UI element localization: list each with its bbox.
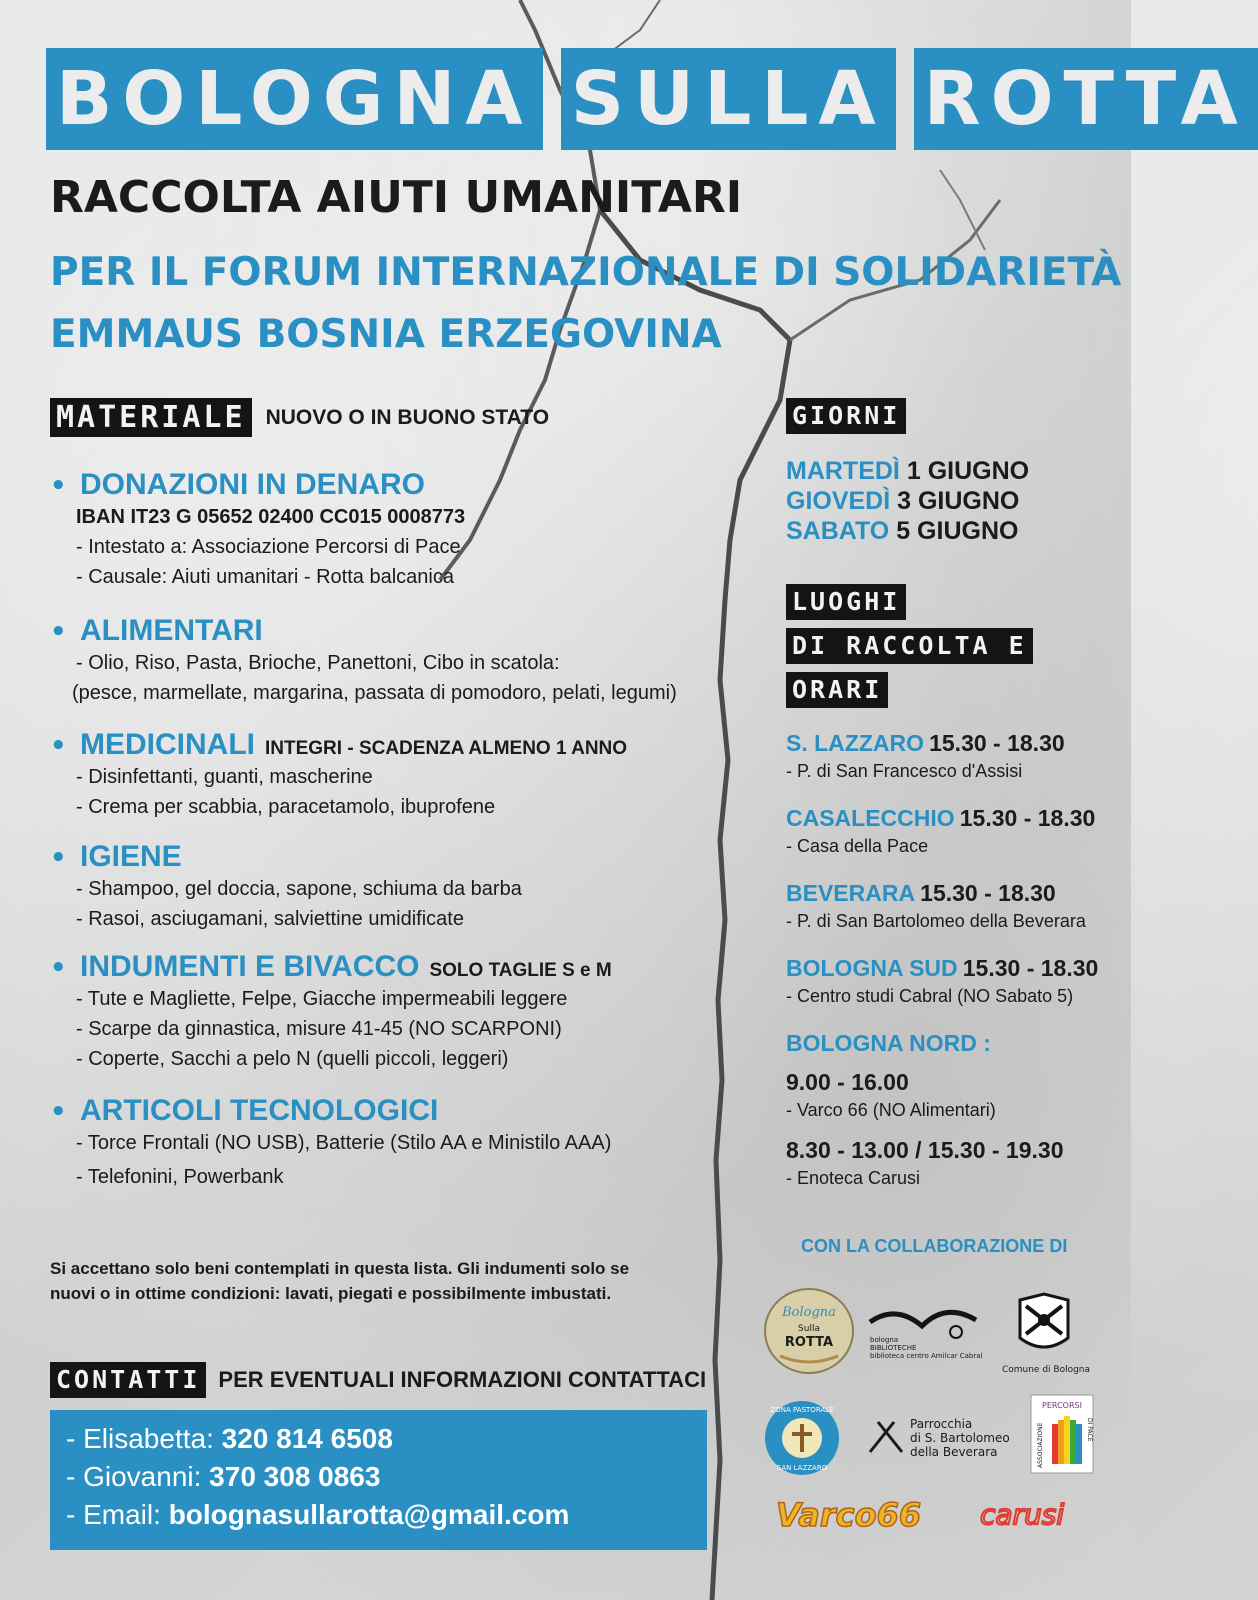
logo-text: carusi bbox=[980, 1498, 1065, 1531]
zona-pastorale-logo bbox=[762, 1398, 842, 1478]
category-line: - Scarpe da ginnastica, misure 41-45 (NO SCARPONI) bbox=[76, 1018, 562, 1040]
title-word-2: SULLA bbox=[561, 48, 896, 150]
bullet-icon: • bbox=[50, 617, 67, 647]
category-line: - Coperte, Sacchi a pelo N (quelli piccoli, leggeri) bbox=[76, 1048, 509, 1070]
logo-text: della Beverara bbox=[910, 1445, 998, 1459]
category-line: - Torce Frontali (NO USB), Batterie (Stilo AA e Ministilo AAA) bbox=[76, 1132, 612, 1154]
subline-forum: PER IL FORUM INTERNAZIONALE DI SOLIDARIETÀ bbox=[50, 250, 1122, 295]
contact-elisabetta bbox=[66, 1420, 707, 1458]
category-donazioni bbox=[50, 468, 465, 592]
category-line: - Shampoo, gel doccia, sapone, schiuma da barba bbox=[76, 878, 522, 900]
day-item: SABATO 5 GIUGNO bbox=[786, 517, 1019, 545]
place-bologna-sud: BOLOGNA SUD 15.30 - 18.30 - Centro studi Cabral (NO Sabato 5) bbox=[786, 955, 1099, 1006]
place-san-lazzaro: S. LAZZARO 15.30 - 18.30 - P. di San Francesco d'Assisi bbox=[786, 730, 1065, 781]
category-medicinali bbox=[50, 728, 627, 822]
logo-text: Varco66 bbox=[776, 1496, 922, 1534]
category-alimentari bbox=[50, 614, 677, 708]
contatti-header bbox=[50, 1362, 706, 1398]
category-line: - Disinfettanti, guanti, mascherine bbox=[76, 766, 373, 788]
varco66-logo bbox=[772, 1490, 922, 1536]
category-line: IBAN IT23 G 05652 02400 CC015 0008773 bbox=[76, 506, 466, 528]
category-line: - Olio, Riso, Pasta, Brioche, Panettoni, Cibo in scatola: bbox=[76, 652, 560, 674]
place-bologna-nord: BOLOGNA NORD : 9.00 - 16.00 - Varco 66 (NO Alimentari) 8.30 - 13.00 / 15.30 - 19.30 - Enoteca Carusi bbox=[786, 1030, 1064, 1188]
logo-text: ASSOCIAZIONE bbox=[1037, 1422, 1044, 1468]
carusi-logo bbox=[976, 1490, 1068, 1536]
category-line: - Causale: Aiuti umanitari - Rotta balcanica bbox=[76, 566, 454, 588]
contact-box bbox=[50, 1410, 707, 1550]
contact-phone[interactable]: 370 308 0863 bbox=[209, 1461, 381, 1492]
logo-text: Bologna bbox=[782, 1305, 836, 1320]
bullet-icon: • bbox=[50, 731, 67, 761]
category-line: - Tute e Magliette, Felpe, Giacche impermeabili leggere bbox=[76, 988, 568, 1010]
logo-text: Sulla bbox=[798, 1324, 820, 1334]
place-beverara: BEVERARA 15.30 - 18.30 - P. di San Bartolomeo della Beverara bbox=[786, 880, 1086, 931]
logo-text: bologna bbox=[870, 1336, 899, 1344]
contact-label: - Elisabetta: bbox=[66, 1423, 222, 1454]
logo-text: ZONA PASTORALE bbox=[770, 1406, 834, 1414]
category-title: IGIENE bbox=[80, 840, 182, 873]
category-line: - Telefonini, Powerbank bbox=[76, 1166, 284, 1188]
giorni-header bbox=[786, 398, 906, 434]
title-word-1: BOLOGNA bbox=[46, 48, 543, 150]
contact-email bbox=[66, 1496, 707, 1534]
biblioteche-logo bbox=[866, 1306, 982, 1366]
category-line: - Rasoi, asciugamani, salviettine umidificate bbox=[76, 908, 464, 930]
category-tecnologici bbox=[50, 1094, 611, 1192]
contact-label: - Email: bbox=[66, 1499, 169, 1530]
contatti-stamp: CONTATTI bbox=[50, 1362, 206, 1398]
luoghi-header bbox=[786, 584, 1033, 708]
materiale-header bbox=[50, 398, 549, 437]
subline-emmaus: EMMAUS BOSNIA ERZEGOVINA bbox=[50, 312, 722, 357]
percorsi-di-pace-logo bbox=[1030, 1394, 1094, 1474]
bullet-icon: • bbox=[50, 471, 67, 501]
bullet-icon: • bbox=[50, 843, 67, 873]
luoghi-stamp-line: ORARI bbox=[786, 672, 888, 708]
parrocchia-logo bbox=[864, 1412, 1014, 1464]
category-note: SOLO TAGLIE S e M bbox=[429, 960, 612, 981]
contact-label: - Giovanni: bbox=[66, 1461, 210, 1492]
bologna-sulla-rotta-logo bbox=[762, 1286, 856, 1376]
title-word-3: ROTTA bbox=[914, 48, 1258, 150]
comune-bologna-logo bbox=[996, 1290, 1096, 1378]
materiale-stamp: MATERIALE bbox=[50, 398, 252, 437]
category-title: ARTICOLI TECNOLOGICI bbox=[80, 1094, 439, 1127]
category-note: INTEGRI - SCADENZA ALMENO 1 ANNO bbox=[265, 738, 628, 759]
bullet-icon: • bbox=[50, 953, 67, 983]
category-line: (pesce, marmellate, margarina, passata di pomodoro, pelati, legumi) bbox=[72, 682, 677, 704]
logo-text: SAN LAZZARO bbox=[776, 1464, 828, 1472]
luoghi-stamp-line: DI RACCOLTA E bbox=[786, 628, 1033, 664]
bullet-icon: • bbox=[50, 1097, 67, 1127]
logo-text: Comune di Bologna bbox=[1001, 1365, 1091, 1375]
category-line: - Crema per scabbia, paracetamolo, ibuprofene bbox=[76, 796, 496, 818]
category-title: INDUMENTI E BIVACCO bbox=[80, 950, 420, 983]
category-line: - Intestato a: Associazione Percorsi di Pace bbox=[76, 536, 461, 558]
title-banner bbox=[46, 48, 1248, 150]
day-item: GIOVEDÌ 3 GIUGNO bbox=[786, 487, 1020, 515]
collaboration-title: CON LA COLLABORAZIONE DI bbox=[801, 1236, 1068, 1256]
logo-text: Parrocchia bbox=[910, 1417, 973, 1431]
day-item: MARTEDÌ 1 GIUGNO bbox=[786, 457, 1030, 485]
giorni-stamp: GIORNI bbox=[786, 398, 906, 434]
category-indumenti bbox=[50, 950, 612, 1074]
category-title: ALIMENTARI bbox=[80, 614, 263, 647]
logo-text: PERCORSI bbox=[1042, 1401, 1082, 1410]
category-title: DONAZIONI IN DENARO bbox=[80, 468, 425, 501]
headline: RACCOLTA AIUTI UMANITARI bbox=[50, 172, 743, 223]
category-igiene bbox=[50, 840, 522, 934]
logo-text: DI PACE bbox=[1086, 1418, 1093, 1442]
contact-phone[interactable]: 320 814 6508 bbox=[221, 1423, 393, 1454]
place-casalecchio: CASALECCHIO 15.30 - 18.30 - Casa della Pace bbox=[786, 805, 1096, 856]
luoghi-stamp-line: LUOGHI bbox=[786, 584, 906, 620]
logo-text: ROTTA bbox=[784, 1335, 834, 1350]
category-title: MEDICINALI bbox=[80, 728, 255, 761]
giorni-list bbox=[786, 456, 1029, 546]
logo-text: BIBLIOTECHE bbox=[870, 1344, 917, 1352]
disclaimer: Si accettano solo beni contemplati in questa lista. Gli indumenti solo se nuovi o in ottime condizioni: lavati, piegati e possibilmente imbustati. bbox=[50, 1259, 630, 1303]
materiale-note: NUOVO O IN BUONO STATO bbox=[265, 405, 550, 429]
contatti-note: PER EVENTUALI INFORMAZIONI CONTATTACI bbox=[218, 1367, 707, 1392]
logo-text: biblioteca centro Amilcar Cabral bbox=[870, 1352, 983, 1360]
logo-text: di S. Bartolomeo bbox=[910, 1431, 1010, 1445]
contact-giovanni bbox=[66, 1458, 707, 1496]
contact-email-link[interactable]: bolognasullarotta@gmail.com bbox=[168, 1499, 570, 1530]
